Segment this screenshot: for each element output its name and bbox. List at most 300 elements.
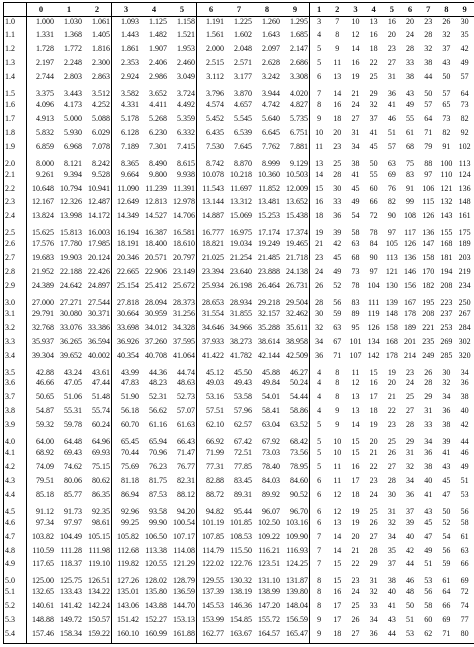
mean-difference: 6 (317, 475, 322, 485)
table-row (4, 518, 474, 532)
cube-value: 38.958 (281, 337, 310, 351)
cube-value: 11.090 (117, 183, 139, 193)
cube-value: 118.37 (60, 559, 82, 569)
cube-value: 14.349 (117, 211, 139, 221)
mean-difference: 23 (333, 141, 342, 151)
cube-value: 27.000 (32, 297, 54, 307)
mean-difference: 4 (317, 367, 322, 377)
mean-difference: 23 (387, 44, 396, 54)
mean-difference: 25 (406, 392, 415, 402)
row-number: 4.2 (4, 462, 27, 476)
mean-difference: 4 (317, 392, 322, 402)
cube-value: 143.06 (117, 601, 139, 611)
mean-difference: 23 (351, 576, 360, 586)
cube-value: 149.72 (60, 615, 82, 625)
mean-difference: 100 (440, 158, 453, 168)
mean-difference: 148 (456, 197, 474, 211)
mean-difference: 15 (333, 559, 342, 569)
cube-value: 11.239 (145, 183, 167, 193)
cube-value: 4.492 (168, 100, 197, 114)
mean-difference: 66 (369, 197, 378, 207)
cube-value: 88.12 (168, 490, 197, 504)
cube-value: 1.125 (149, 17, 167, 26)
mean-difference: 102 (456, 142, 474, 156)
mean-difference: 31 (369, 576, 378, 586)
cube-value: 33.076 (60, 322, 82, 332)
cube-value: 67.92 (262, 437, 280, 447)
mean-difference: 18 (333, 113, 342, 123)
mean-difference: 10 (351, 17, 360, 26)
cube-value: 23.394 (202, 267, 224, 277)
mean-difference: 73 (456, 100, 474, 114)
cube-value: 7.415 (168, 142, 197, 156)
mean-difference: 126 (367, 322, 380, 332)
cube-value: 68.92 (36, 448, 54, 458)
header-digit-2: 2 (83, 3, 112, 17)
cube-value: 54.44 (281, 392, 310, 406)
cube-value: 62.57 (234, 420, 252, 430)
mean-difference: 42 (333, 239, 342, 249)
cube-value: 26.464 (258, 281, 280, 291)
cube-value: 117.65 (32, 559, 54, 569)
mean-difference: 11 (333, 58, 342, 68)
mean-difference: 29 (369, 89, 378, 99)
mean-difference: 15 (351, 437, 360, 447)
row-number: 2.0 (4, 156, 27, 170)
mean-difference: 168 (385, 336, 398, 346)
mean-difference: 43 (406, 89, 415, 99)
mean-difference: 6 (317, 506, 322, 516)
mean-difference: 23 (406, 367, 415, 377)
row-number: 5.0 (4, 573, 27, 587)
mean-difference: 26 (315, 281, 324, 291)
mean-difference: 45 (369, 141, 378, 151)
mean-difference: 5 (317, 437, 322, 447)
mean-difference: 74 (456, 601, 474, 615)
row-number: 5.2 (4, 601, 27, 615)
mean-difference: 19 (387, 367, 396, 377)
mean-difference: 43 (442, 58, 451, 68)
cube-value: 148.04 (281, 601, 310, 615)
mean-difference: 16 (351, 462, 360, 471)
header-mean-diff-3: 3 (346, 3, 364, 17)
cube-value: 37.595 (168, 337, 197, 351)
mean-difference: 66 (442, 601, 451, 611)
cube-value: 22.188 (60, 267, 82, 277)
cube-value: 6.859 (36, 141, 54, 151)
mean-difference: 80 (456, 629, 474, 643)
mean-difference: 107 (349, 350, 362, 360)
cube-value: 33.698 (117, 322, 139, 332)
cube-value: 92.35 (83, 504, 112, 518)
cube-value: 87.53 (149, 489, 167, 499)
cube-value: 111.28 (60, 545, 82, 555)
mean-difference: 7 (317, 545, 322, 555)
cube-value: 127.26 (117, 576, 139, 586)
mean-difference: 182 (422, 281, 435, 291)
table-row (4, 434, 474, 448)
cube-value: 2.744 (36, 72, 54, 82)
header-digit-7: 7 (225, 3, 253, 17)
cube-value: 38.273 (230, 336, 252, 346)
mean-difference: 40 (406, 531, 415, 541)
mean-difference: 195 (422, 297, 435, 307)
cube-value: 16.003 (83, 225, 112, 239)
mean-difference: 34 (442, 392, 451, 402)
mean-difference: 269 (440, 336, 453, 346)
cube-value: 56.62 (149, 406, 167, 416)
cube-value: 79.51 (36, 475, 54, 485)
mean-difference: 49 (351, 197, 360, 207)
mean-difference: 12 (351, 30, 360, 40)
cube-value: 21.718 (281, 253, 310, 267)
cube-value: 21.254 (230, 253, 252, 263)
cube-value: 16.387 (145, 228, 167, 238)
cube-value: 3.443 (64, 89, 82, 99)
row-number: 1.7 (4, 114, 27, 128)
cube-value: 160.10 (112, 629, 141, 643)
header-digit-6: 6 (197, 3, 226, 17)
cube-value: 15.813 (60, 228, 82, 238)
table-row (4, 114, 474, 128)
cube-value: 1.260 (262, 17, 280, 26)
cube-value: 77.85 (234, 462, 252, 471)
mean-difference: 27 (346, 629, 364, 643)
mean-difference: 139 (385, 297, 398, 307)
row-number: 1.5 (4, 86, 27, 100)
mean-difference: 17 (333, 615, 342, 625)
cube-value: 161.88 (168, 629, 197, 643)
mean-difference: 249 (422, 350, 435, 360)
cube-value: 122.76 (230, 559, 252, 569)
cube-value: 3.652 (149, 89, 167, 99)
mean-difference: 105 (385, 239, 398, 249)
mean-difference: 7 (317, 559, 322, 569)
mean-difference: 20 (406, 17, 415, 26)
mean-difference: 38 (406, 72, 415, 82)
mean-difference: 12 (351, 378, 360, 388)
cube-value: 62.10 (206, 420, 224, 430)
mean-difference: 175 (456, 225, 474, 239)
mean-difference: 24 (351, 100, 360, 110)
cube-value: 1.225 (234, 17, 252, 26)
cube-value: 24.389 (32, 281, 54, 291)
mean-difference: 21 (369, 448, 378, 458)
mean-difference: 104 (367, 281, 380, 291)
cube-value: 141.42 (60, 601, 82, 611)
mean-difference: 9 (317, 113, 322, 123)
cube-value: 131.10 (258, 576, 280, 586)
mean-difference: 158 (422, 253, 435, 263)
mean-difference: 49 (456, 58, 474, 72)
mean-difference: 8 (317, 587, 322, 597)
row-number: 1.2 (4, 44, 27, 58)
mean-difference: 6 (317, 72, 322, 82)
mean-difference: 41 (351, 169, 360, 179)
cube-value: 7.189 (121, 141, 139, 151)
cube-value: 11.543 (202, 183, 224, 193)
mean-difference: 9 (335, 44, 340, 54)
cube-value: 34.966 (230, 322, 252, 332)
mean-difference: 31 (387, 506, 396, 516)
cube-value: 47.44 (83, 378, 112, 392)
mean-difference: 21 (387, 392, 396, 402)
table-row (4, 615, 474, 629)
cube-value: 4.252 (83, 100, 112, 114)
cube-value: 64.48 (64, 437, 82, 447)
cube-value: 43.99 (121, 367, 139, 377)
mean-difference: 27 (387, 58, 396, 68)
mean-difference: 19 (351, 506, 360, 516)
cube-value: 42.144 (258, 350, 280, 360)
table-row (4, 546, 474, 560)
mean-difference: 115 (422, 197, 435, 207)
cube-value: 129.55 (202, 576, 224, 586)
mean-difference: 8 (335, 367, 340, 377)
mean-difference: 189 (456, 239, 474, 253)
cube-value: 23.640 (230, 267, 252, 277)
cube-value: 128.02 (145, 576, 167, 586)
mean-difference: 32 (442, 378, 451, 388)
mean-difference: 82 (442, 127, 451, 137)
mean-difference: 136 (422, 228, 435, 238)
cube-value: 4.657 (234, 100, 252, 110)
mean-difference: 267 (456, 309, 474, 323)
cube-value: 102.50 (258, 517, 280, 527)
cube-value: 80.62 (83, 476, 112, 490)
cube-value: 53.58 (234, 392, 252, 402)
cube-value: 10.078 (202, 169, 224, 179)
mean-difference: 26 (424, 367, 433, 377)
mean-difference: 29 (406, 437, 415, 447)
mean-difference: 16 (333, 100, 342, 110)
mean-difference: 49 (406, 100, 415, 110)
cube-value: 9.528 (83, 170, 112, 184)
mean-difference: 54 (442, 531, 451, 541)
table-row (4, 462, 474, 476)
mean-difference: 18 (351, 489, 360, 499)
cube-value: 110.59 (32, 545, 54, 555)
cube-value: 2.515 (206, 58, 224, 68)
cube-value: 57.96 (234, 406, 252, 416)
mean-difference: 20 (351, 531, 360, 541)
mean-difference: 29 (424, 392, 433, 402)
mean-difference: 15 (315, 183, 324, 193)
mean-difference: 82 (456, 114, 474, 128)
mean-difference: 41 (424, 489, 433, 499)
cube-value: 120.55 (145, 559, 167, 569)
mean-difference: 106 (422, 183, 435, 193)
header-digit-0: 0 (27, 3, 56, 17)
cube-value: 13.824 (32, 211, 54, 221)
cube-value: 13.652 (281, 197, 310, 211)
cube-value: 52.31 (149, 392, 167, 402)
mean-difference: 24 (315, 267, 324, 277)
mean-difference: 9 (317, 615, 322, 625)
row-number: 2.2 (4, 184, 27, 198)
row-number: 3.9 (4, 420, 27, 434)
cube-value: 76.77 (168, 462, 197, 476)
mean-difference: 208 (422, 308, 435, 318)
cube-value: 35.611 (281, 323, 310, 337)
cube-value: 20.571 (145, 253, 167, 263)
row-number: 3.6 (4, 378, 27, 392)
cube-value: 151.42 (117, 615, 139, 625)
cube-value: 4.411 (149, 100, 167, 110)
header-digit-8: 8 (253, 3, 281, 17)
mean-difference: 9 (335, 406, 340, 416)
mean-difference: 36 (333, 211, 342, 221)
cube-value: 27.271 (60, 297, 82, 307)
cube-value: 72.51 (234, 448, 252, 458)
row-number: 2.9 (4, 281, 27, 295)
cube-value: 25.154 (117, 281, 139, 291)
mean-difference: 4 (317, 406, 322, 416)
mean-difference: 53 (424, 576, 433, 586)
mean-difference: 50 (442, 506, 451, 516)
row-number: 3.4 (4, 351, 27, 365)
mean-difference: 84 (369, 239, 378, 249)
cube-value: 104.49 (60, 531, 82, 541)
row-number: 2.5 (4, 225, 27, 239)
mean-difference: 50 (406, 601, 415, 611)
cube-value: 11.391 (168, 184, 197, 198)
cube-value: 34.646 (202, 322, 224, 332)
mean-difference: 26 (351, 615, 360, 625)
row-number: 3.0 (4, 295, 27, 309)
cube-value: 6.332 (168, 128, 197, 142)
mean-difference: 113 (385, 253, 398, 263)
cube-value: 1.158 (168, 17, 197, 31)
table-row (4, 72, 474, 86)
mean-difference: 189 (404, 322, 417, 332)
mean-difference: 12 (333, 489, 342, 499)
mean-difference: 16 (351, 58, 360, 68)
cube-value: 142.24 (83, 601, 112, 615)
cube-value: 73.03 (262, 448, 280, 458)
cube-value: 18.821 (202, 239, 224, 249)
mean-difference: 68 (406, 141, 415, 151)
cube-value: 48.63 (168, 378, 197, 392)
cube-value: 41.064 (168, 351, 197, 365)
cube-value: 125.00 (32, 576, 54, 586)
mean-difference: 36 (442, 406, 451, 416)
mean-difference: 41 (387, 100, 396, 110)
cube-value: 51.90 (121, 392, 139, 402)
header-corner (4, 3, 27, 17)
mean-difference: 214 (404, 350, 417, 360)
row-number: 5.4 (4, 629, 27, 643)
cube-value: 48.23 (149, 378, 167, 388)
mean-difference: 59 (442, 559, 451, 569)
mean-difference: 61 (442, 576, 451, 586)
cube-value: 7.645 (234, 141, 252, 151)
table-row (4, 225, 474, 239)
cube-value: 25.672 (168, 281, 197, 295)
mean-difference: 37 (369, 113, 378, 123)
mean-difference: 208 (440, 281, 453, 291)
mean-difference: 91 (406, 183, 415, 193)
mean-difference: 44 (383, 629, 401, 643)
mean-difference: 22 (369, 462, 378, 471)
table-row (4, 267, 474, 281)
cube-value: 6.128 (121, 127, 139, 137)
mean-difference: 34 (315, 336, 324, 346)
cube-value: 2.628 (262, 58, 280, 68)
table-row (4, 476, 474, 490)
mean-difference: 40 (424, 475, 433, 485)
mean-difference: 178 (404, 308, 417, 318)
cube-value: 10.794 (60, 183, 82, 193)
table-row (4, 44, 474, 58)
table-row (4, 351, 474, 365)
cube-value: 1.816 (83, 44, 112, 58)
cube-value: 39.304 (32, 350, 54, 360)
mean-difference: 30 (333, 183, 342, 193)
mean-difference: 10 (315, 127, 324, 137)
cube-value: 3.242 (262, 72, 280, 82)
mean-difference: 13 (333, 72, 342, 82)
mean-difference: 52 (333, 281, 342, 291)
mean-difference: 58 (351, 228, 360, 238)
cube-value: 5.000 (64, 113, 82, 123)
cube-value: 2.803 (64, 72, 82, 82)
mean-difference: 33 (424, 420, 433, 430)
mean-difference: 34 (424, 437, 433, 447)
mean-difference: 44 (424, 72, 433, 82)
table-row (4, 392, 474, 406)
mean-difference: 28 (387, 475, 396, 485)
cube-value: 43.24 (64, 367, 82, 377)
mean-difference: 7 (317, 531, 322, 541)
cube-value: 1.685 (281, 30, 310, 44)
cube-value: 7.530 (206, 141, 224, 151)
mean-difference: 36 (406, 489, 415, 499)
cube-value: 19.683 (32, 253, 54, 263)
cube-value: 9.800 (149, 169, 167, 179)
mean-difference: 71 (437, 629, 455, 643)
cube-value: 165.47 (281, 629, 310, 643)
cube-value: 64.96 (83, 434, 112, 448)
cube-value: 111.98 (83, 546, 112, 560)
cube-value: 66.43 (168, 434, 197, 448)
cube-value: 24.138 (281, 267, 310, 281)
mean-difference: 32 (424, 44, 433, 54)
mean-difference: 49 (333, 267, 342, 277)
cube-value: 18.191 (117, 239, 139, 249)
cube-value: 8.742 (206, 158, 224, 168)
cube-value: 124.25 (281, 559, 310, 573)
mean-difference: 21 (351, 545, 360, 555)
row-number: 2.3 (4, 197, 27, 211)
table-row (4, 197, 474, 211)
cube-value: 1.728 (36, 44, 54, 54)
mean-difference: 59 (333, 308, 342, 318)
cube-value: 63.52 (281, 420, 310, 434)
table-row (4, 587, 474, 601)
cube-value: 85.18 (36, 489, 54, 499)
cube-value: 17.374 (281, 225, 310, 239)
cube-value: 8.615 (168, 156, 197, 170)
mean-difference: 79 (424, 141, 433, 151)
cube-value: 54.01 (262, 392, 280, 402)
cube-value: 32.157 (258, 308, 280, 318)
cube-value: 143.88 (145, 601, 167, 611)
mean-difference: 101 (349, 336, 362, 346)
mean-difference: 119 (367, 308, 380, 318)
mean-difference: 10 (333, 437, 342, 447)
cube-value: 3.375 (36, 89, 54, 99)
